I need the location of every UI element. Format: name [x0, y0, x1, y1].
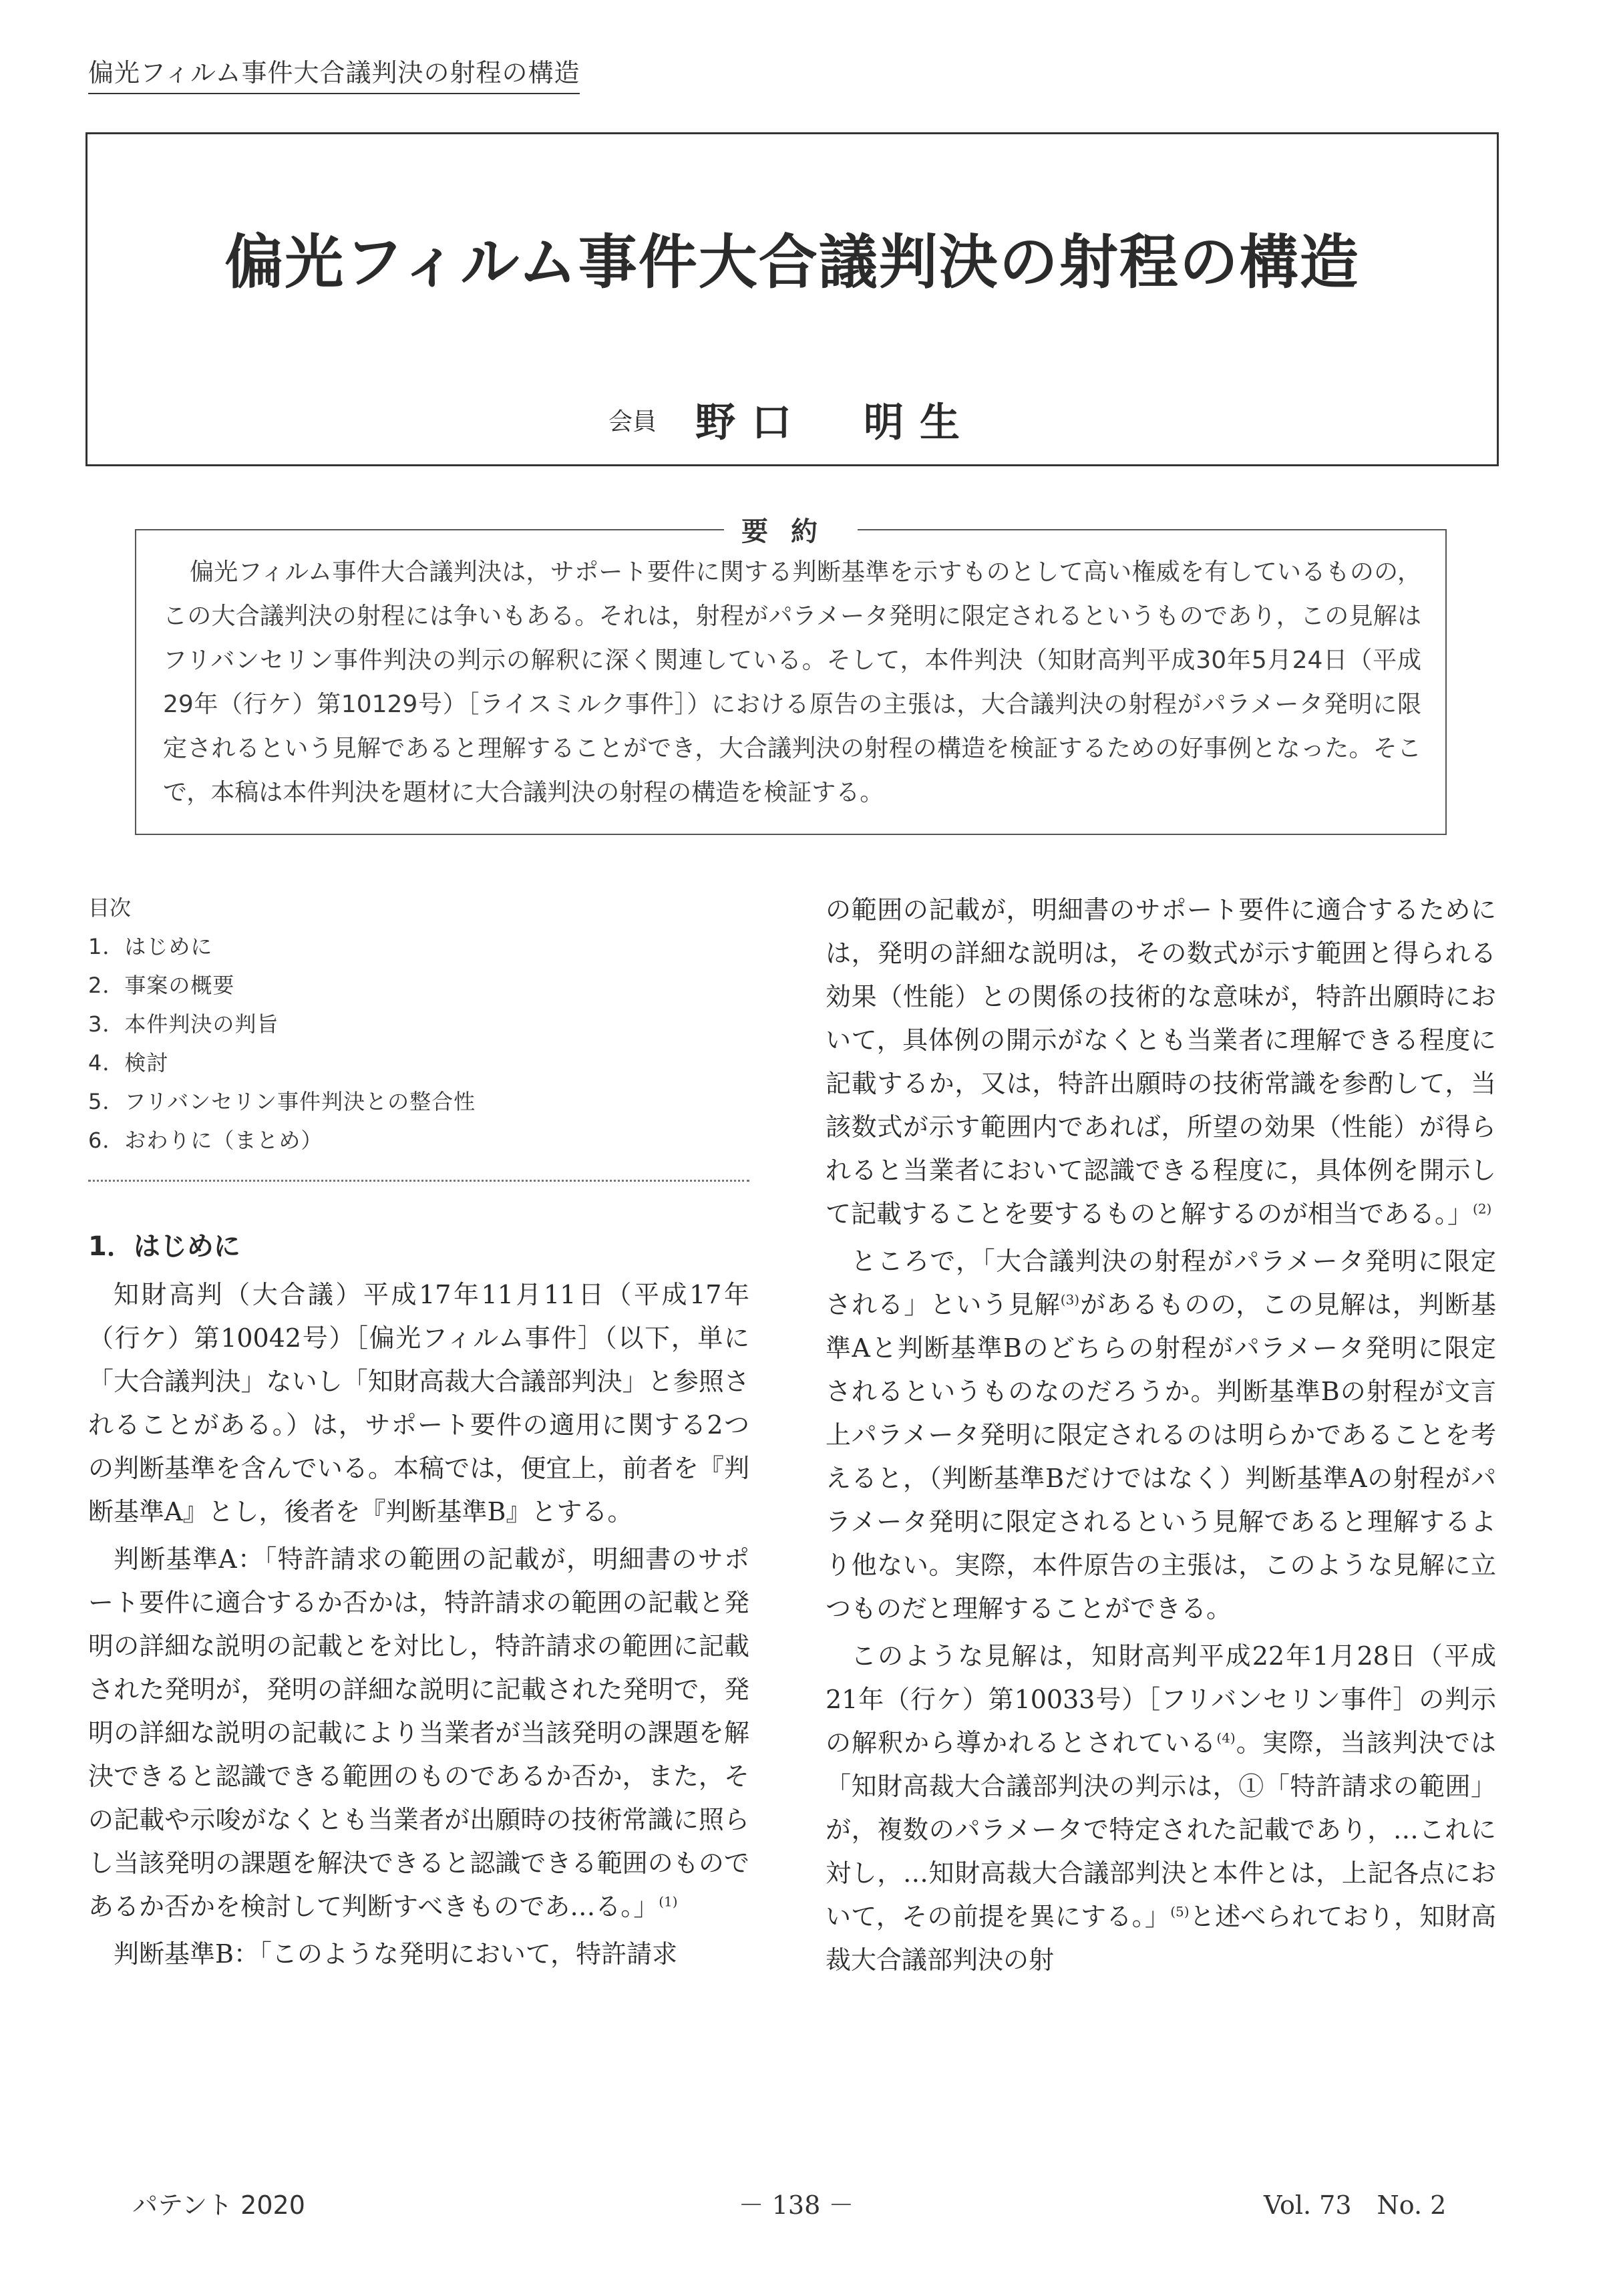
article-title: 偏光フィルム事件大合議判決の射程の構造	[224, 228, 1360, 297]
author-line	[87, 391, 1497, 448]
paragraph	[88, 1538, 749, 1929]
paragraph-text: このような見解は，知財高判平成22年1月28日（平成21年（行ケ）第10033号）［フリバンセリン事件］の判示の解釈から導かれるとされている	[826, 1641, 1496, 1758]
page-number: － 138 －	[738, 2190, 854, 2220]
paragraph-text: 。実際，当該判決では「知財高裁大合議部判決の判示は，①「特許請求の範囲」が，複数のパラメータで特定された記載であり，…これに対し，…知財高裁大合議部判決と本件とは，上記各点において，その前提を異にする。」	[826, 1728, 1496, 1931]
toc-item: 2．事案の概要	[88, 973, 235, 998]
footnote-ref: (4)	[1216, 1730, 1236, 1746]
footnote-ref: (3)	[1060, 1291, 1080, 1308]
footer-volume: Vol. 73 No. 2	[1264, 2190, 1447, 2220]
paragraph: 知財高判（大合議）平成17年11月11日（平成17年（行ケ）第10042号）［偏光フィルム事件］（以下，単に「大合議判決」ないし「知財高裁大合議部判決」と参照されることがある。）は，サポート要件の適用に関する2つの判断基準を含んでいる。本稿では，便宜上，前者を『判断基準A』とし，後者を『判断基準B』とする。	[88, 1280, 749, 1526]
toc-item: 1．はじめに	[88, 934, 213, 959]
left-column	[88, 1222, 749, 1980]
footer-journal: パテント 2020	[132, 2190, 305, 2220]
right-column	[826, 888, 1496, 1986]
abstract-text: 偏光フィルム事件大合議判決は，サポート要件に関する判断基準を示すものとして高い権威を有しているものの，この大合議判決の射程には争いもある。それは，射程がパラメータ発明に限定されるというものであり，この見解はフリバンセリン事件判決の判示の解釈に深く関連している。そして，本件判決（知財高判平成30年5月24日（平成29年（行ケ）第10129号）［ライスミルク事件］）における原告の主張は，大合議判決の射程がパラメータ発明に限定されるという見解であると理解することができ，大合議判決の射程の構造を検証するための好事例となった。そこで，本稿は本件判決を題材に大合議判決の射程の構造を検証する。	[163, 558, 1421, 806]
paragraph-text: があるものの，この見解は，判断基準Aと判断基準Bのどちらの射程がパラメータ発明に限定されるというものなのだろうか。判断基準Bの射程が文言上パラメータ発明に限定されるのは明らかであることを考えると，（判断基準Bだけではなく）判断基準Aの射程がパラメータ発明に限定されるという見解であると理解するより他ない。実際，本件原告の主張は，このような見解に立つものだと理解することができる。	[826, 1290, 1496, 1623]
paragraph: 判断基準B：「このような発明において，特許請求	[114, 1939, 678, 1969]
author-label: 会員	[608, 407, 657, 436]
title-box	[85, 132, 1499, 466]
footnote-ref: (1)	[659, 1893, 678, 1910]
section-heading: 1．はじめに	[88, 1231, 240, 1262]
toc-item: 6．おわりに（まとめ）	[88, 1128, 323, 1153]
toc-item: 5．フリバンセリン事件判決との整合性	[88, 1089, 476, 1114]
paragraph	[826, 888, 1496, 1236]
footnote-ref: (2)	[1473, 1200, 1492, 1217]
paragraph-text: 判断基準A：「特許請求の範囲の記載が，明細書のサポート要件に適合するか否かは，特許請求の範囲の記載と発明の詳細な説明の記載とを対比し，特許請求の範囲に記載された発明が，発明の詳細な説明に記載された発明で，発明の詳細な説明の記載により当業者が当該発明の課題を解決できると認識できる範囲のものであるか否か，また，その記載や示唆がなくとも当業者が出願時の技術常識に照らし当該発明の課題を解決できると認識できる範囲のものであるか否かを検討して判断すべきものであ…る。」	[88, 1544, 749, 1921]
paragraph	[826, 1240, 1496, 1631]
running-head: 偏光フィルム事件大合議判決の射程の構造	[88, 52, 580, 94]
toc-item: 4．検討	[88, 1050, 169, 1076]
paragraph-text: ところで，「大合議判決の射程がパラメータ発明に限定される」という見解	[826, 1247, 1496, 1319]
toc-divider	[88, 1180, 749, 1182]
paragraph-text: の範囲の記載が，明細書のサポート要件に適合するためには，発明の詳細な説明は，その数式が示す範囲と得られる効果（性能）との関係の技術的な意味が，特許出願時において，具体例の開示がなくとも当業者に理解できる程度に記載するか，又は，特許出願時の技術常識を参酌して，当該数式が示す範囲内であれば，所望の効果（性能）が得られると当業者において認識できる程度に，具体例を開示して記載することを要するものと解するのが相当である。」	[826, 895, 1496, 1228]
paragraph	[826, 1635, 1496, 1982]
abstract-heading-wrap	[136, 510, 1445, 548]
abstract-box	[135, 516, 1447, 835]
abstract-heading: 要約	[724, 516, 858, 547]
toc-title: 目次	[88, 895, 132, 921]
toc-item: 3．本件判決の判旨	[88, 1011, 279, 1037]
paragraph-text: と述べられており，知財高裁大合議部判決の射	[826, 1902, 1496, 1975]
table-of-contents	[88, 888, 749, 1182]
footnote-ref: (5)	[1170, 1903, 1190, 1920]
author-name: 野口 明生	[695, 399, 976, 446]
